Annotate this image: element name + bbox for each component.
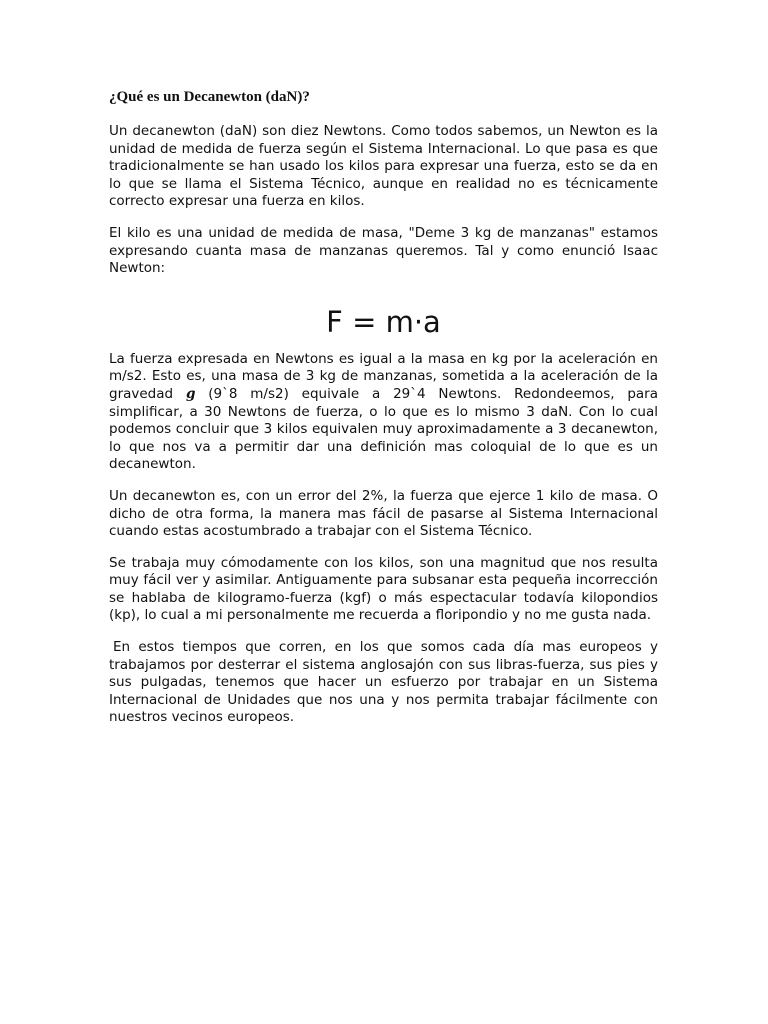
document-title: ¿Qué es un Decanewton (daN)? <box>109 89 310 105</box>
paragraph-force-text-start: La fuerza expresada en Newtons es igual a la masa en kg por la aceleración en m/s2. Esto es, una masa de 3 kg de manzanas, sometida a la aceleración de la gravedad <box>109 350 658 402</box>
paragraph-kilo-mass: El kilo es una unidad de medida de masa, "Deme 3 kg de manzanas" estamos expresando cuanta masa de manzanas queremos. Tal y como enunció Isaac Newton: <box>109 224 658 277</box>
paragraph-force-calculation <box>109 351 658 474</box>
paragraph-force-text-end: (9`8 m/s2) equivale a 29`4 Newtons. Redondeemos, para simplificar, a 30 Newtons de fuerza, o lo que es lo mismo 3 daN. Con lo cual podemos concluir que 3 kilos equivalen muy aproximadamente a 3 decanewton, lo que nos va a permitir dar una definición mas coloquial de lo que es un decanewton. <box>109 385 659 473</box>
paragraph-international-system: En estos tiempos que corren, en los que somos cada día mas europeos y trabajamos por desterrar el sistema anglosajón con sus libras-fuerza, sus pies y sus pulgadas, tenemos que hacer un esfuerzo por trabajar en un Sistema Internacional de Unidades que nos una y nos permita trabajar fácilmente con nuestros vecinos europeos. <box>109 639 658 726</box>
document-page <box>109 88 658 727</box>
paragraph-definition: Un decanewton (daN) son diez Newtons. Como todos sabemos, un Newton es la unidad de medida de fuerza según el Sistema Internacional. Lo que pasa es que tradicionalmente se han usado los kilos para expresar una fuerza, esto se da en lo que se llama el Sistema Técnico, aunque en realidad no es técnicamente correcto expresar una fuerza en kilos. <box>109 123 658 210</box>
newton-formula: F = m·a <box>326 304 441 339</box>
paragraph-decanewton-definition: Un decanewton es, con un error del 2%, la fuerza que ejerce 1 kilo de masa. O dicho de otra forma, la manera mas fácil de pasarse al Sistema Internacional cuando estas acostumbrado a trabajar con el Sistema Técnico. <box>109 487 658 540</box>
gravity-symbol: g <box>185 385 196 402</box>
paragraph-kilogram-force: Se trabaja muy cómodamente con los kilos, son una magnitud que nos resulta muy fácil ver y asimilar. Antiguamente para subsanar esta pequeña incorrección se hablaba de kilogramo-fuerza (kgf) o más espectacular todavía kilopondios (kp), lo cual a mi personalmente me recuerda a floripondio y no me gusta nada. <box>109 554 658 624</box>
